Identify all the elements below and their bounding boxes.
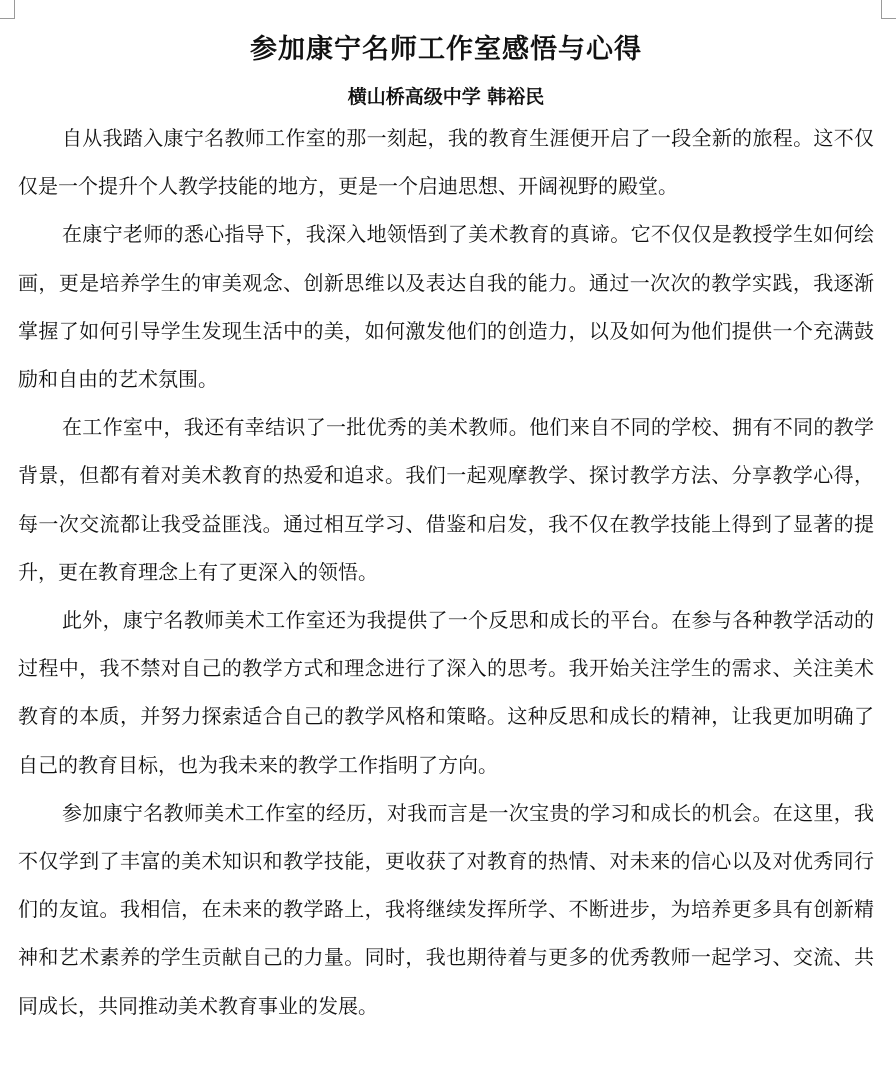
document-body — [18, 114, 874, 1030]
paragraph-5: 参加康宁名教师美术工作室的经历，对我而言是一次宝贵的学习和成长的机会。在这里，我不仅学到了丰富的美术知识和教学技能，更收获了对教育的热情、对未来的信心以及对优秀同行们的友谊。我相信，在未来的教学路上，我将继续发挥所学、不断进步，为培养更多具有创新精神和艺术素养的学生贡献自己的力量。同时，我也期待着与更多的优秀教师一起学习、交流、共同成长，共同推动美术教育事业的发展。 — [18, 800, 874, 1018]
paragraph-4: 此外，康宁名教师美术工作室还为我提供了一个反思和成长的平台。在参与各种教学活动的过程中，我不禁对自己的教学方式和理念进行了深入的思考。我开始关注学生的需求、关注美术教育的本质，并努力探索适合自己的教学风格和策略。这种反思和成长的精神，让我更加明确了自己的教育目标，也为我未来的教学工作指明了方向。 — [18, 608, 874, 777]
document-page — [18, 30, 874, 1030]
paragraph-2: 在康宁老师的悉心指导下，我深入地领悟到了美术教育的真谛。它不仅仅是教授学生如何绘画，更是培养学生的审美观念、创新思维以及表达自我的能力。通过一次次的教学实践，我逐渐掌握了如何引导学生发现生活中的美，如何激发他们的创造力，以及如何为他们提供一个充满鼓励和自由的艺术氛围。 — [18, 222, 874, 392]
page-crop-mark-right — [881, 0, 896, 19]
page-crop-mark-left — [0, 0, 15, 19]
author-line: 横山桥高级中学 韩裕民 — [347, 86, 545, 108]
paragraph-1: 自从我踏入康宁名教师工作室的那一刻起，我的教育生涯便开启了一段全新的旅程。这不仅仅是一个提升个人教学技能的地方，更是一个启迪思想、开阔视野的殿堂。 — [18, 126, 874, 199]
paragraph-3: 在工作室中，我还有幸结识了一批优秀的美术教师。他们来自不同的学校、拥有不同的教学背景，但都有着对美术教育的热爱和追求。我们一起观摩教学、探讨教学方法、分享教学心得，每一次交流都让我受益匪浅。通过相互学习、借鉴和启发，我不仅在教学技能上得到了显著的提升，更在教育理念上有了更深入的领悟。 — [18, 415, 874, 584]
document-title: 参加康宁名师工作室感悟与心得 — [250, 34, 642, 65]
